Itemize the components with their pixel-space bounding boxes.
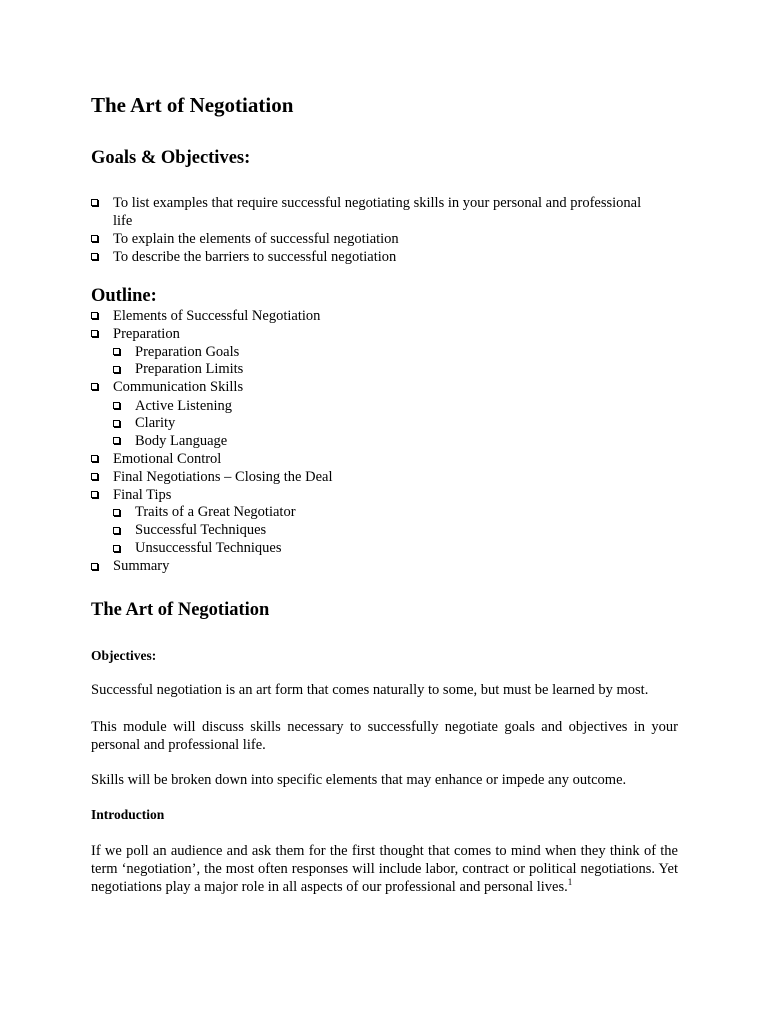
- bullet-icon: [91, 491, 98, 498]
- paragraph: This module will discuss skills necessary to successfully negotiate goals and objectives in your personal and professional life.: [91, 719, 678, 753]
- outline-item: Elements of Successful Negotiation: [113, 308, 321, 324]
- bullet-icon: [91, 563, 98, 570]
- bullet-icon: [91, 473, 98, 480]
- paragraph: Skills will be broken down into specific elements that may enhance or impede any outcome.: [91, 772, 627, 788]
- goals-heading: Goals & Objectives:: [91, 148, 251, 168]
- outline-item: Preparation: [113, 326, 180, 342]
- goal-item: To explain the elements of successful negotiation: [113, 231, 399, 247]
- section-title: The Art of Negotiation: [91, 600, 270, 620]
- paragraph: Successful negotiation is an art form that comes naturally to some, but must be learned by most.: [91, 682, 649, 698]
- bullet-icon: [113, 437, 120, 444]
- outline-subitem: Preparation Goals: [135, 344, 240, 360]
- outline-item: Final Tips: [113, 487, 172, 503]
- outline-subitem: Successful Techniques: [135, 522, 267, 538]
- outline-subitem: Preparation Limits: [135, 361, 244, 377]
- goal-item-continuation: life: [113, 213, 133, 229]
- outline-item: Emotional Control: [113, 451, 222, 467]
- outline-item: Summary: [113, 558, 170, 574]
- outline-subitem: Unsuccessful Techniques: [135, 540, 282, 556]
- document-title: The Art of Negotiation: [91, 93, 294, 117]
- bullet-icon: [113, 348, 120, 355]
- bullet-icon: [91, 455, 98, 462]
- intro-paragraph-text: If we poll an audience and ask them for the first thought that comes to mind when they think of the term ‘negotiation’, the most often responses will include labor, contract or political negotiations. Yet negotiations play a major role in all aspects of our professional and personal lives.: [91, 843, 678, 895]
- bullet-icon: [113, 366, 120, 373]
- outline-subitem: Traits of a Great Negotiator: [135, 504, 296, 520]
- outline-item: Final Negotiations – Closing the Deal: [113, 469, 333, 485]
- objectives-heading: Objectives:: [91, 648, 157, 663]
- bullet-icon: [113, 509, 120, 516]
- outline-heading: Outline:: [91, 286, 157, 306]
- introduction-heading: Introduction: [91, 807, 165, 822]
- outline-subitem: Active Listening: [135, 398, 233, 414]
- bullet-icon: [113, 402, 120, 409]
- bullet-icon: [113, 527, 120, 534]
- outline-subitem: Body Language: [135, 433, 228, 449]
- bullet-icon: [91, 199, 98, 206]
- footnote-marker: 1: [567, 877, 573, 887]
- goal-item: To describe the barriers to successful negotiation: [113, 249, 397, 265]
- bullet-icon: [91, 330, 98, 337]
- bullet-icon: [91, 253, 98, 260]
- outline-subitem: Clarity: [135, 415, 176, 431]
- bullet-icon: [91, 312, 98, 319]
- goal-item: To list examples that require successful negotiating skills in your personal and professional: [113, 195, 642, 211]
- bullet-icon: [91, 383, 98, 390]
- intro-paragraph: [91, 842, 678, 896]
- outline-item: Communication Skills: [113, 379, 244, 395]
- bullet-icon: [113, 545, 120, 552]
- bullet-icon: [113, 420, 120, 427]
- bullet-icon: [91, 235, 98, 242]
